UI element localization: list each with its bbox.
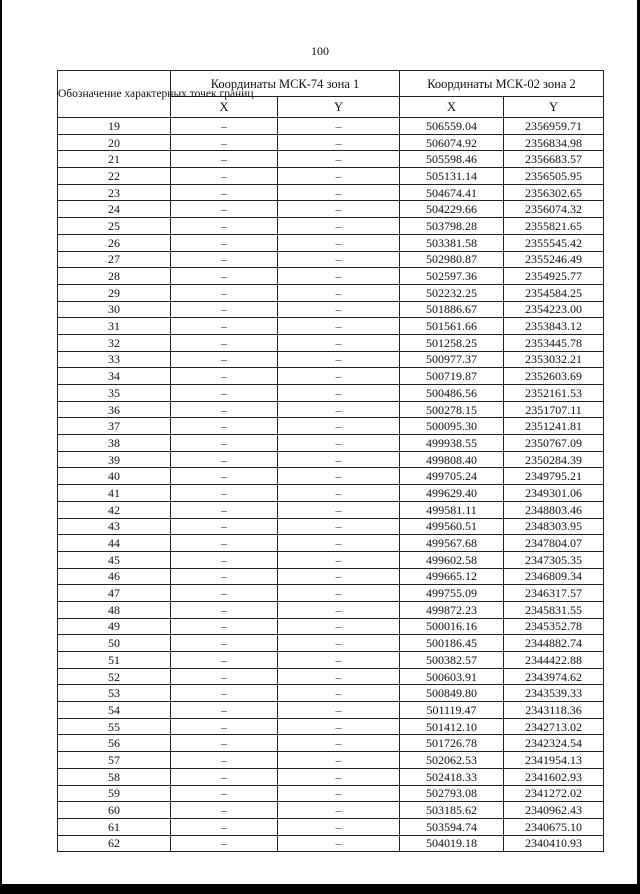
msk02-y-cell: 2356302.65 [504, 184, 604, 201]
table-row [58, 635, 604, 652]
point-number-cell: 40 [58, 468, 171, 485]
msk74-x-cell: – [171, 752, 278, 769]
table-row [58, 702, 604, 719]
msk74-y-cell: – [278, 134, 400, 151]
point-number-cell: 49 [58, 618, 171, 635]
msk74-y-cell: – [278, 518, 400, 535]
msk74-y-cell: – [278, 201, 400, 218]
msk74-y-cell: – [278, 735, 400, 752]
msk02-y-cell: 2340962.43 [504, 802, 604, 819]
msk74-x-cell: – [171, 718, 278, 735]
msk02-x-cell: 499755.09 [400, 585, 504, 602]
msk02-y-cell: 2356834.98 [504, 134, 604, 151]
msk02-x-cell: 500382.57 [400, 652, 504, 669]
msk74-y-cell: – [278, 501, 400, 518]
msk02-x-cell: 501726.78 [400, 735, 504, 752]
table-row [58, 184, 604, 201]
msk02-x-cell: 502597.36 [400, 268, 504, 285]
table-row [58, 518, 604, 535]
msk74-y-cell: – [278, 118, 400, 135]
msk02-y-cell: 2343118.36 [504, 702, 604, 719]
msk02-y-cell: 2347804.07 [504, 535, 604, 552]
msk74-x-cell: – [171, 401, 278, 418]
msk74-x-cell: – [171, 635, 278, 652]
table-row [58, 451, 604, 468]
point-number-cell: 51 [58, 652, 171, 669]
msk74-x-cell: – [171, 435, 278, 452]
msk74-x-cell: – [171, 802, 278, 819]
msk02-x-cell: 503594.74 [400, 818, 504, 835]
msk74-y-cell: – [278, 368, 400, 385]
point-number-cell: 60 [58, 802, 171, 819]
msk74-y-cell: – [278, 618, 400, 635]
point-number-cell: 57 [58, 752, 171, 769]
msk74-x-cell: – [171, 268, 278, 285]
msk74-x-cell: – [171, 618, 278, 635]
point-number-cell: 28 [58, 268, 171, 285]
msk74-y-cell: – [278, 234, 400, 251]
msk02-x-cell: 503381.58 [400, 234, 504, 251]
msk74-x-cell: – [171, 351, 278, 368]
msk02-x-cell: 505131.14 [400, 168, 504, 185]
msk74-x-cell: – [171, 785, 278, 802]
msk02-x-cell: 499602.58 [400, 551, 504, 568]
table-row [58, 268, 604, 285]
msk02-x-cell: 504229.66 [400, 201, 504, 218]
msk74-x-cell: – [171, 518, 278, 535]
table-row [58, 535, 604, 552]
point-designation-header: Обозначение характерных точек границ [58, 71, 171, 118]
msk74-x-cell: – [171, 835, 278, 852]
point-number-cell: 47 [58, 585, 171, 602]
msk74-y-cell: – [278, 568, 400, 585]
msk02-y-cell: 2346317.57 [504, 585, 604, 602]
msk02-y-cell: 2341272.02 [504, 785, 604, 802]
table-row [58, 652, 604, 669]
msk02-y-cell: 2342324.54 [504, 735, 604, 752]
msk02-y-cell: 2351707.11 [504, 401, 604, 418]
point-number-cell: 56 [58, 735, 171, 752]
msk02-x-cell: 500719.87 [400, 368, 504, 385]
table-row [58, 618, 604, 635]
table-row [58, 301, 604, 318]
point-number-cell: 53 [58, 685, 171, 702]
msk74-y-cell: – [278, 435, 400, 452]
msk74-x-cell: – [171, 251, 278, 268]
point-number-cell: 33 [58, 351, 171, 368]
table-row [58, 385, 604, 402]
msk02-y-cell: 2353032.21 [504, 351, 604, 368]
point-number-cell: 43 [58, 518, 171, 535]
msk02-x-cell: 502793.08 [400, 785, 504, 802]
table-row [58, 435, 604, 452]
msk74-y-cell: – [278, 535, 400, 552]
msk02-x-cell: 499581.11 [400, 501, 504, 518]
msk02-x-cell: 504674.41 [400, 184, 504, 201]
table-row [58, 284, 604, 301]
msk74-x-cell: – [171, 318, 278, 335]
msk74-x-cell: – [171, 284, 278, 301]
msk02-y-cell: 2351241.81 [504, 418, 604, 435]
msk74-x-cell: – [171, 218, 278, 235]
msk02-y-cell: 2347305.35 [504, 551, 604, 568]
msk02-x-cell: 499567.68 [400, 535, 504, 552]
msk02-y-cell: 2349301.06 [504, 485, 604, 502]
table-row [58, 768, 604, 785]
table-row [58, 368, 604, 385]
msk02-x-cell: 502418.33 [400, 768, 504, 785]
point-number-cell: 62 [58, 835, 171, 852]
point-number-cell: 19 [58, 118, 171, 135]
point-number-cell: 39 [58, 451, 171, 468]
msk74-y-cell: – [278, 601, 400, 618]
msk02-zone2-header: Координаты МСК-02 зона 2 [400, 71, 604, 97]
msk02-y-cell: 2355545.42 [504, 234, 604, 251]
msk02-y-cell: 2353843.12 [504, 318, 604, 335]
msk02-x-cell: 499629.40 [400, 485, 504, 502]
table-row [58, 785, 604, 802]
msk02-y-cell: 2343974.62 [504, 668, 604, 685]
msk02-x-cell: 500849.80 [400, 685, 504, 702]
msk74-y-cell: – [278, 802, 400, 819]
msk74-x-cell: – [171, 418, 278, 435]
msk02-y-cell: 2354223.00 [504, 301, 604, 318]
msk02-x-cell: 499705.24 [400, 468, 504, 485]
table-row [58, 718, 604, 735]
msk02-x-cell: 502980.87 [400, 251, 504, 268]
msk74-y-cell: – [278, 668, 400, 685]
msk02-y-cell: 2355246.49 [504, 251, 604, 268]
point-number-cell: 46 [58, 568, 171, 585]
msk02-x-cell: 500278.15 [400, 401, 504, 418]
msk74-x-cell: – [171, 368, 278, 385]
msk02-x-cell: 502232.25 [400, 284, 504, 301]
msk02-y-cell: 2348803.46 [504, 501, 604, 518]
msk74-y-cell: – [278, 718, 400, 735]
msk74-y-cell: – [278, 284, 400, 301]
msk02-y-cell: 2341954.13 [504, 752, 604, 769]
table-row [58, 201, 604, 218]
point-number-cell: 41 [58, 485, 171, 502]
msk02-y-cell: 2340410.93 [504, 835, 604, 852]
msk02-x-cell: 504019.18 [400, 835, 504, 852]
msk02-y-cell: 2342713.02 [504, 718, 604, 735]
msk74-y-cell: – [278, 218, 400, 235]
msk02-x-cell: 500186.45 [400, 635, 504, 652]
table-row [58, 218, 604, 235]
point-number-cell: 42 [58, 501, 171, 518]
msk74-y-cell: – [278, 268, 400, 285]
msk74-x-cell: – [171, 685, 278, 702]
msk02-x-cell: 499938.55 [400, 435, 504, 452]
scan-border-bottom [0, 884, 640, 894]
msk74-x-cell: – [171, 585, 278, 602]
msk02-y-cell: 2356683.57 [504, 151, 604, 168]
msk74-y-cell: – [278, 468, 400, 485]
msk74-x-cell: – [171, 601, 278, 618]
point-number-cell: 35 [58, 385, 171, 402]
point-number-cell: 27 [58, 251, 171, 268]
msk74-x-cell: – [171, 468, 278, 485]
msk74-x-cell: – [171, 568, 278, 585]
msk02-y-cell: 2348303.95 [504, 518, 604, 535]
point-number-cell: 48 [58, 601, 171, 618]
msk74-x-cell: – [171, 485, 278, 502]
point-number-cell: 54 [58, 702, 171, 719]
msk02-x-cell: 503798.28 [400, 218, 504, 235]
msk02-x-cell: 501561.66 [400, 318, 504, 335]
table-row [58, 818, 604, 835]
page-number: 100 [311, 44, 329, 58]
msk02-y-cell: 2352603.69 [504, 368, 604, 385]
msk74-x-cell: – [171, 768, 278, 785]
point-number-cell: 37 [58, 418, 171, 435]
msk74-x-cell: – [171, 818, 278, 835]
msk02-y-cell: 2354925.77 [504, 268, 604, 285]
table-row [58, 752, 604, 769]
msk02-x-cell: 500977.37 [400, 351, 504, 368]
table-row [58, 134, 604, 151]
msk02-y-cell: 2343539.33 [504, 685, 604, 702]
msk74-y-cell: – [278, 785, 400, 802]
msk02-y-cell: 2344422.88 [504, 652, 604, 669]
table-row [58, 334, 604, 351]
msk02-y-cell: 2341602.93 [504, 768, 604, 785]
msk02-x-cell: 499665.12 [400, 568, 504, 585]
table-row [58, 668, 604, 685]
point-number-cell: 22 [58, 168, 171, 185]
msk74-y-cell: – [278, 551, 400, 568]
point-number-cell: 61 [58, 818, 171, 835]
msk02-y-cell: 2356074.32 [504, 201, 604, 218]
msk74-y-cell: – [278, 418, 400, 435]
point-number-cell: 44 [58, 535, 171, 552]
msk74-x-cell: – [171, 535, 278, 552]
msk02-y-cell: 2356505.95 [504, 168, 604, 185]
msk74-x-cell: – [171, 551, 278, 568]
msk74-x-cell: – [171, 301, 278, 318]
coordinates-table-body [58, 118, 604, 852]
point-number-cell: 58 [58, 768, 171, 785]
table-row [58, 601, 604, 618]
msk02-y-cell: 2353445.78 [504, 334, 604, 351]
msk74-y-cell: – [278, 585, 400, 602]
msk74-y-cell: – [278, 385, 400, 402]
msk74-y-cell: – [278, 752, 400, 769]
msk02-y-cell: 2345352.78 [504, 618, 604, 635]
point-number-cell: 21 [58, 151, 171, 168]
msk02-x-cell: 499560.51 [400, 518, 504, 535]
msk74-y-cell: – [278, 818, 400, 835]
msk02-y-cell: 2354584.25 [504, 284, 604, 301]
table-row [58, 835, 604, 852]
msk74-y-cell: – [278, 635, 400, 652]
msk74-x-header: X [171, 97, 278, 118]
msk74-y-cell: – [278, 151, 400, 168]
point-number-cell: 24 [58, 201, 171, 218]
msk02-y-cell: 2355821.65 [504, 218, 604, 235]
msk74-x-cell: – [171, 134, 278, 151]
msk74-x-cell: – [171, 735, 278, 752]
msk74-y-cell: – [278, 251, 400, 268]
table-row [58, 551, 604, 568]
point-number-cell: 55 [58, 718, 171, 735]
msk02-x-cell: 506074.92 [400, 134, 504, 151]
msk74-y-cell: – [278, 301, 400, 318]
table-row [58, 501, 604, 518]
table-row [58, 401, 604, 418]
table-row [58, 251, 604, 268]
msk74-x-cell: – [171, 501, 278, 518]
table-row [58, 568, 604, 585]
table-row [58, 802, 604, 819]
msk02-x-cell: 500016.16 [400, 618, 504, 635]
point-number-cell: 20 [58, 134, 171, 151]
point-number-cell: 34 [58, 368, 171, 385]
msk02-y-header: Y [504, 97, 604, 118]
msk02-x-header: X [400, 97, 504, 118]
msk74-x-cell: – [171, 118, 278, 135]
point-number-cell: 50 [58, 635, 171, 652]
point-number-cell: 36 [58, 401, 171, 418]
point-number-cell: 30 [58, 301, 171, 318]
msk74-x-cell: – [171, 201, 278, 218]
table-row [58, 735, 604, 752]
msk02-x-cell: 505598.46 [400, 151, 504, 168]
point-number-cell: 32 [58, 334, 171, 351]
msk74-x-cell: – [171, 385, 278, 402]
point-number-cell: 38 [58, 435, 171, 452]
msk74-y-header: Y [278, 97, 400, 118]
msk74-y-cell: – [278, 318, 400, 335]
msk74-y-cell: – [278, 334, 400, 351]
msk74-x-cell: – [171, 451, 278, 468]
msk74-x-cell: – [171, 702, 278, 719]
msk74-x-cell: – [171, 151, 278, 168]
msk74-y-cell: – [278, 652, 400, 669]
msk74-y-cell: – [278, 184, 400, 201]
point-number-cell: 31 [58, 318, 171, 335]
table-row [58, 685, 604, 702]
table-row [58, 118, 604, 135]
msk02-x-cell: 501412.10 [400, 718, 504, 735]
msk74-zone1-header: Координаты МСК-74 зона 1 [171, 71, 400, 97]
msk74-y-cell: – [278, 451, 400, 468]
msk02-x-cell: 501119.47 [400, 702, 504, 719]
point-number-cell: 59 [58, 785, 171, 802]
msk02-x-cell: 500603.91 [400, 668, 504, 685]
msk02-y-cell: 2346809.34 [504, 568, 604, 585]
msk74-x-cell: – [171, 168, 278, 185]
msk74-y-cell: – [278, 685, 400, 702]
table-row [58, 351, 604, 368]
point-number-cell: 23 [58, 184, 171, 201]
msk02-x-cell: 500486.56 [400, 385, 504, 402]
msk02-y-cell: 2350284.39 [504, 451, 604, 468]
msk02-y-cell: 2340675.10 [504, 818, 604, 835]
msk74-y-cell: – [278, 351, 400, 368]
msk02-y-cell: 2349795.21 [504, 468, 604, 485]
msk74-x-cell: – [171, 652, 278, 669]
msk74-y-cell: – [278, 768, 400, 785]
point-number-cell: 29 [58, 284, 171, 301]
msk02-x-cell: 500095.30 [400, 418, 504, 435]
msk74-y-cell: – [278, 485, 400, 502]
coordinates-table [57, 70, 604, 852]
msk02-y-cell: 2350767.09 [504, 435, 604, 452]
msk02-x-cell: 506559.04 [400, 118, 504, 135]
msk74-x-cell: – [171, 668, 278, 685]
table-row [58, 468, 604, 485]
msk02-y-cell: 2356959.71 [504, 118, 604, 135]
msk02-y-cell: 2345831.55 [504, 601, 604, 618]
point-number-cell: 26 [58, 234, 171, 251]
msk02-x-cell: 499872.23 [400, 601, 504, 618]
point-number-cell: 25 [58, 218, 171, 235]
msk02-x-cell: 501258.25 [400, 334, 504, 351]
msk02-x-cell: 502062.53 [400, 752, 504, 769]
msk74-x-cell: – [171, 184, 278, 201]
msk02-x-cell: 499808.40 [400, 451, 504, 468]
msk74-y-cell: – [278, 401, 400, 418]
msk02-x-cell: 501886.67 [400, 301, 504, 318]
table-row [58, 168, 604, 185]
msk74-y-cell: – [278, 835, 400, 852]
msk02-y-cell: 2352161.53 [504, 385, 604, 402]
table-row [58, 418, 604, 435]
msk74-x-cell: – [171, 234, 278, 251]
table-row [58, 318, 604, 335]
scan-border-left [0, 0, 2, 894]
point-number-cell: 45 [58, 551, 171, 568]
point-number-cell: 52 [58, 668, 171, 685]
table-row [58, 485, 604, 502]
msk74-y-cell: – [278, 702, 400, 719]
table-row [58, 151, 604, 168]
msk02-x-cell: 503185.62 [400, 802, 504, 819]
msk74-x-cell: – [171, 334, 278, 351]
msk02-y-cell: 2344882.74 [504, 635, 604, 652]
table-row [58, 234, 604, 251]
table-row [58, 585, 604, 602]
msk74-y-cell: – [278, 168, 400, 185]
